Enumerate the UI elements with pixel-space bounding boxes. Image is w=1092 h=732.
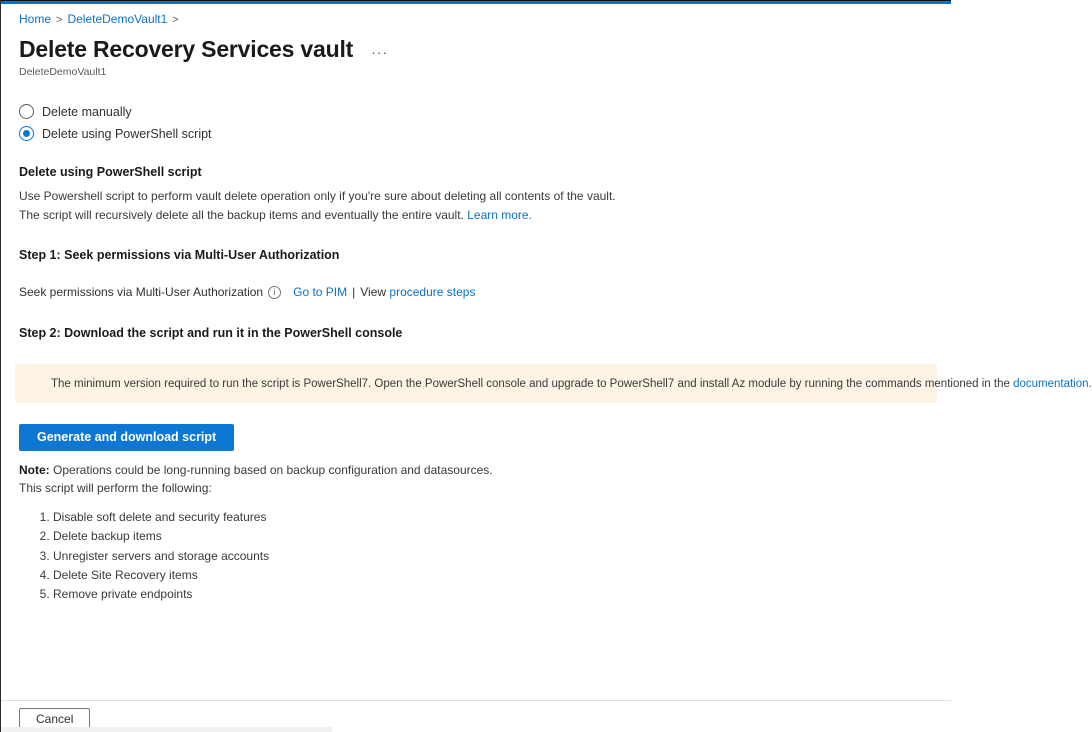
vault-name-subtitle: DeleteDemoVault1 (19, 66, 107, 78)
note-block (19, 462, 937, 497)
radio-delete-manually[interactable] (19, 103, 937, 120)
script-action-item: 1. Disable soft delete and security features (53, 508, 937, 527)
warning-message: The minimum version required to run the script is PowerShell7. Open the PowerShell console and upgrade to PowerShell7 and install Az module by running the commands mentioned in the (51, 377, 1010, 390)
documentation-link[interactable]: documentation (1013, 377, 1089, 390)
warning-text (51, 378, 1092, 390)
delete-method-radio-group (19, 103, 937, 142)
description-text: Use Powershell script to perform vault delete operation only if you're sure about deleting all contents of the vault. The script will recursively delete all the backup items and eventually the entire vault. (19, 189, 616, 223)
page-title: Delete Recovery Services vault (19, 36, 354, 62)
go-to-pim-link[interactable]: Go to PIM (293, 285, 348, 300)
script-action-item: 4. Delete Site Recovery items (53, 566, 937, 585)
radio-label: Delete using PowerShell script (42, 126, 212, 141)
more-options-icon[interactable]: ··· (371, 43, 389, 60)
section-description (19, 187, 617, 225)
note-label: Note: (19, 463, 50, 478)
learn-more-link[interactable]: Learn more. (467, 208, 532, 223)
script-actions-list (19, 508, 937, 604)
note-text: Operations could be long-running based on backup configuration and datasources. (49, 463, 493, 478)
script-action-item: 3. Unregister servers and storage accounts (53, 547, 937, 566)
breadcrumb-vault-link[interactable]: DeleteDemoVault1 (67, 12, 168, 26)
script-action-item: 2. Delete backup items (53, 527, 937, 546)
step2-heading: Step 2: Download the script and run it in the PowerShell console (19, 326, 403, 341)
warning-banner (15, 364, 1092, 403)
section-heading: Delete using PowerShell script (19, 165, 202, 179)
title-row (19, 36, 937, 63)
radio-checked-icon[interactable] (19, 126, 34, 141)
warning-suffix: . (1088, 377, 1092, 390)
warning-icon (27, 377, 42, 390)
step1-heading: Step 1: Seek permissions via Multi-User Authorization (19, 248, 340, 263)
breadcrumb-separator: > (56, 14, 63, 26)
radio-unchecked-icon[interactable] (19, 104, 34, 119)
pipe-separator: | (352, 285, 356, 300)
breadcrumb-separator: > (172, 14, 179, 26)
radio-label: Delete manually (42, 104, 132, 119)
view-label: View (360, 285, 387, 300)
generate-and-download-script-button[interactable]: Generate and download script (19, 424, 234, 451)
procedure-steps-link[interactable]: procedure steps (389, 285, 476, 300)
breadcrumb-home-link[interactable]: Home (19, 12, 52, 26)
script-action-item: 5. Remove private endpoints (53, 585, 937, 604)
seek-permissions-label: Seek permissions via Multi-User Authorization (19, 285, 264, 300)
breadcrumb (19, 12, 937, 27)
page-content (1, 4, 1092, 604)
note-line2: This script will perform the following: (19, 480, 212, 495)
warning-exclamation: ! (33, 380, 36, 390)
radio-delete-powershell[interactable] (19, 125, 937, 142)
cancel-button[interactable]: Cancel (19, 708, 90, 731)
bottom-strip (1, 727, 332, 732)
seek-permissions-row (19, 285, 937, 299)
info-icon[interactable]: i (268, 286, 281, 299)
